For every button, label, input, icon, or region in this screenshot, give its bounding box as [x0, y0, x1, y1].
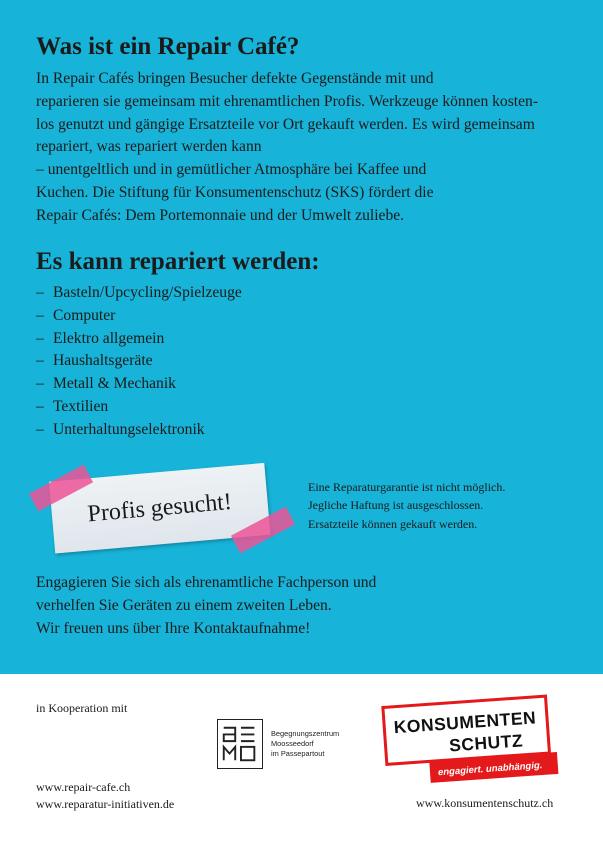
bemo-logo-block [217, 719, 339, 769]
disclaimer-line: Ersatzteile können gekauft werden. [308, 516, 478, 531]
cta-line: Engagieren Sie sich als ehrenamtliche Fachperson und [36, 574, 377, 591]
intro-line: los genutzt und gängige Ersatzteile vor Ort gekauft werden. Es wird gemeinsam [36, 115, 535, 133]
cta-line: Wir freuen uns über Ihre Kontaktaufnahme! [36, 619, 311, 637]
list-item: – Textilien [36, 397, 109, 415]
intro-paragraph [36, 68, 596, 228]
intro-line: Repair Cafés: Dem Portemonnaie und der Umwelt zuliebe. [36, 206, 405, 224]
bemo-logo-icon [217, 719, 263, 769]
list-item: – Elektro allgemein [36, 329, 165, 347]
konsumentenschutz-box: KONSUMENTEN SCHUTZ [381, 695, 551, 766]
list-item: – Computer [36, 306, 116, 324]
disclaimer-line: Jegliche Haftung ist ausgeschlossen. [308, 498, 484, 513]
list-item: – Unterhaltungselektronik [36, 420, 205, 438]
bemo-text: Begegnungszentrum Moosseedorf im Passepartout [271, 729, 340, 758]
link-reparatur-initiativen[interactable]: www.reparatur-initiativen.de [36, 797, 175, 811]
intro-line: reparieren sie gemeinsam mit ehrenamtlichen Profis. Werkzeuge können kosten- [36, 92, 539, 110]
cooperation-label: in Kooperation mit [36, 701, 128, 715]
link-konsumentenschutz[interactable]: www.konsumentenschutz.ch [416, 796, 554, 810]
intro-line: repariert, was repariert werden kann [36, 138, 262, 156]
intro-line: – unentgeltlich und in gemütlicher Atmosphäre bei Kaffee und [36, 161, 427, 179]
link-repair-cafe[interactable]: www.repair-cafe.ch [36, 780, 131, 794]
what-is-title: Was ist ein Repair Café? [36, 33, 300, 60]
disclaimer-line: Eine Reparaturgarantie ist nicht möglich. [308, 480, 506, 494]
note-text: Profis gesucht! [86, 488, 233, 527]
intro-line: Kuchen. Die Stiftung für Konsumentenschutz (SKS) fördert die [36, 183, 434, 201]
konsumentenschutz-tagline: engagiert. unabhängig. [429, 752, 558, 783]
repairable-title: Es kann repariert werden: [36, 248, 320, 275]
list-item: – Haushaltsgeräte [36, 352, 153, 370]
intro-line: In Repair Cafés bringen Besucher defekte Gegenstände mit und [36, 70, 434, 87]
repairable-list [36, 282, 242, 442]
footer-links [36, 779, 174, 813]
list-item: – Basteln/Upcycling/Spielzeuge [36, 284, 242, 301]
disclaimer-note [308, 478, 505, 533]
cta-line: verhelfen Sie Geräten zu einem zweiten Leben. [36, 596, 332, 614]
konsumentenschutz-logo [381, 694, 558, 790]
list-item: – Metall & Mechanik [36, 375, 176, 393]
call-to-action [36, 572, 376, 640]
